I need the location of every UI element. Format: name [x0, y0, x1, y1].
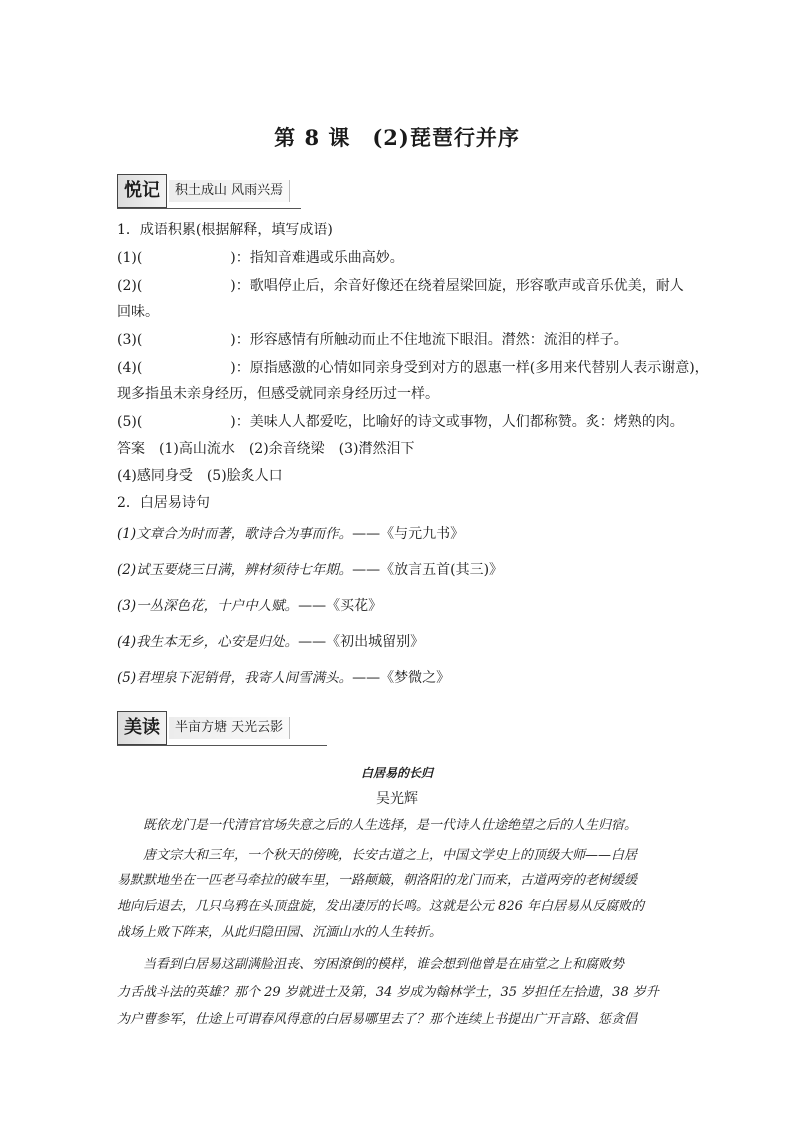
- verse-item: (3)一丛深色花，十户中人赋。——《买花》: [117, 598, 383, 614]
- idiom-item: (1)( )：指知音难遇或乐曲高妙。: [117, 250, 404, 266]
- answer-line: 答案 (1)高山流水 (2)余音绕梁 (3)潸然泪下: [117, 441, 415, 457]
- article-line: 既依龙门是一代清官官场失意之后的人生选择，是一代诗人仕途绝望之后的人生归宿。: [117, 818, 638, 833]
- article-line: 唐文宗大和三年，一个秋天的傍晚，长安古道之上，中国文学史上的顶级大师——白居: [117, 848, 638, 863]
- answer-line: (4)感同身受 (5)脍炙人口: [117, 468, 283, 484]
- banner-subtitle: 积土成山 风雨兴焉: [169, 180, 290, 202]
- verse-item: (1)文章合为时而著，歌诗合为事而作。——《与元九书》: [117, 526, 465, 542]
- article-author: 吴光辉: [376, 791, 418, 807]
- section-banner-meidu: [117, 711, 327, 746]
- article-line: 为户曹参军，仕途上可谓春风得意的白居易哪里去了？那个连续上书提出广开言路、惩贪倡: [117, 1012, 638, 1027]
- verse-item: (5)君埋泉下泥销骨，我寄人间雪满头。——《梦微之》: [117, 670, 451, 686]
- article-line: 易默默地坐在一匹老马牵拉的破车里，一路颠簸，朝洛阳的龙门而来，古道两旁的老树缓缓: [117, 873, 638, 888]
- article-line: 地向后退去，几只乌鸦在头顶盘旋，发出凄厉的长鸣。这就是公元 826 年白居易从反腐败的: [117, 899, 645, 914]
- article-line: 当看到白居易这副满脸沮丧、穷困潦倒的模样，谁会想到他曾是在庙堂之上和腐败势: [117, 957, 625, 972]
- section-heading: 2．白居易诗句: [117, 495, 210, 511]
- idiom-item: (2)( )：歌唱停止后，余音好像还在绕着屋梁回旋，形容歌声或音乐优美，耐人: [117, 278, 684, 294]
- article-line: 力舌战斗法的英雄？那个 29 岁就进士及第，34 岁成为翰林学士，35 岁担任左拾遗，38 岁升: [117, 985, 659, 1000]
- idiom-item: (3)( )：形容感情有所触动而止不住地流下眼泪。潸然：流泪的样子。: [117, 332, 628, 348]
- section-heading: 1．成语积累(根据解释，填写成语): [117, 222, 333, 238]
- idiom-item: (4)( )：原指感激的心情如同亲身受到对方的恩惠一样(多用来代替别人表示谢意)，: [117, 360, 709, 376]
- section-banner-yueji: [117, 174, 301, 209]
- banner-tag: 美读: [117, 711, 167, 745]
- article-line: 战场上败下阵来，从此归隐田园、沉湎山水的人生转折。: [117, 925, 443, 940]
- verse-item: (2)试玉要烧三日满，辨材须待七年期。——《放言五首(其三)》: [117, 562, 504, 578]
- verse-item: (4)我生本无乡，心安是归处。——《初出城留别》: [117, 634, 425, 650]
- article-title: 白居易的长归: [360, 766, 433, 780]
- banner-subtitle: 半亩方塘 天光云影: [169, 717, 290, 739]
- idiom-item: (5)( )：美味人人都爱吃，比喻好的诗文或事物，人们都称赞。炙：烤熟的肉。: [117, 414, 684, 430]
- banner-tag: 悦记: [117, 174, 167, 208]
- idiom-item-cont: 回味。: [117, 304, 159, 320]
- page-title: 第 8 课 (2)琵琶行并序: [274, 125, 520, 150]
- idiom-item-cont: 现多指虽未亲身经历，但感受就同亲身经历过一样。: [117, 386, 439, 402]
